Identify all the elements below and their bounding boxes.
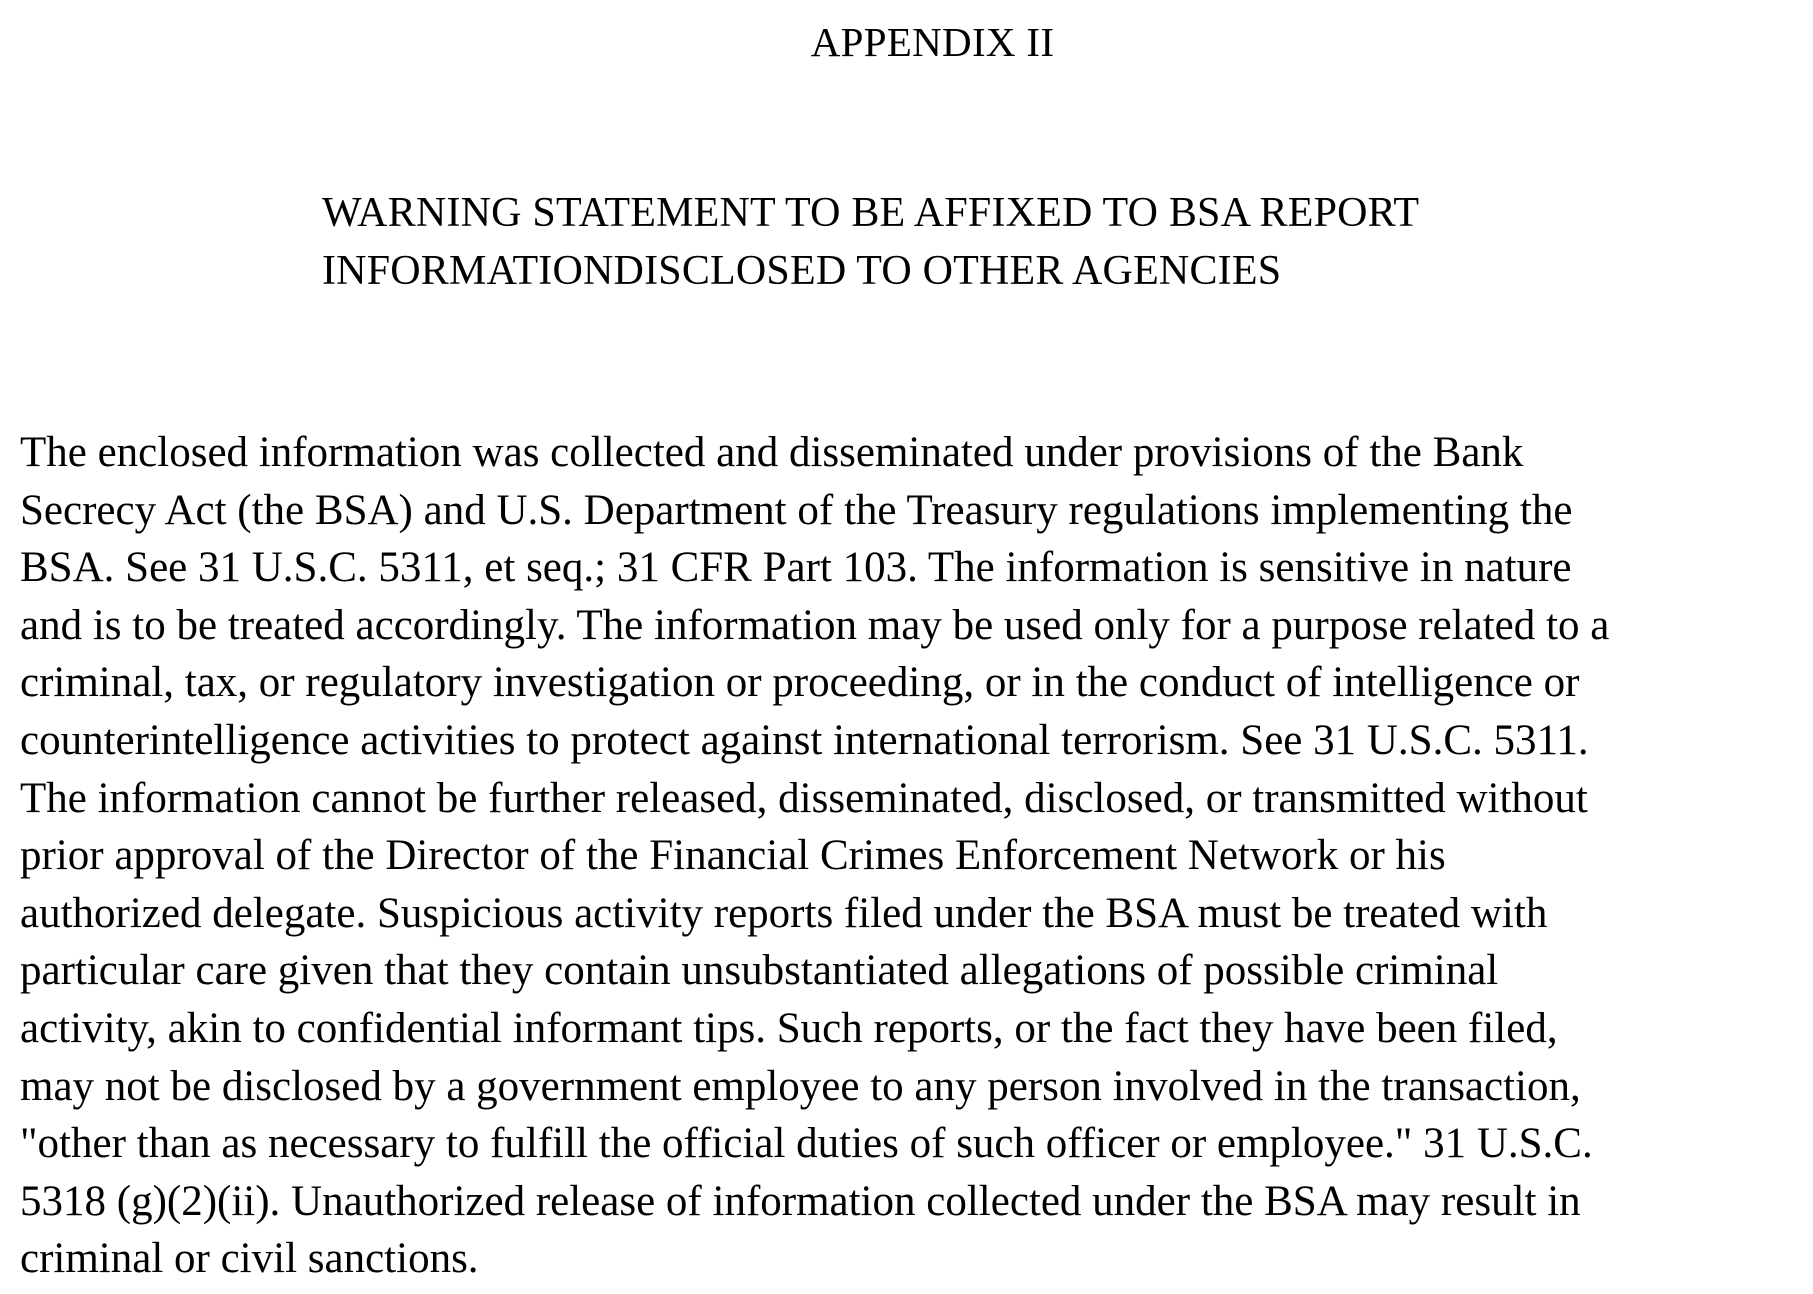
body-line: BSA. See 31 U.S.C. 5311, et seq.; 31 CFR Part 103. The information is sensitive in nature (20, 544, 1572, 592)
body-line: authorized delegate. Suspicious activity reports filed under the BSA must be treated with (20, 889, 1548, 937)
body-line: prior approval of the Director of the Financial Crimes Enforcement Network or his (20, 832, 1446, 880)
body-line: criminal, tax, or regulatory investigation or proceeding, or in the conduct of intelligence or (20, 659, 1580, 707)
body-line: The information cannot be further released, disseminated, disclosed, or transmitted without (20, 774, 1588, 822)
body-line: particular care given that they contain unsubstantiated allegations of possible criminal (20, 947, 1499, 995)
title-line: INFORMATIONDISCLOSED TO OTHER AGENCIES (322, 248, 1282, 294)
appendix-heading: APPENDIX II (810, 19, 1055, 65)
body-line: activity, akin to confidential informant tips. Such reports, or the fact they have been filed, (20, 1004, 1558, 1052)
body-line: 5318 (g)(2)(ii). Unauthorized release of information collected under the BSA may result in (20, 1177, 1581, 1225)
body-line: may not be disclosed by a government employee to any person involved in the transaction, (20, 1062, 1581, 1110)
title-line: WARNING STATEMENT TO BE AFFIXED TO BSA REPORT (322, 190, 1420, 236)
body-line: and is to be treated accordingly. The information may be used only for a purpose related to a (20, 601, 1610, 649)
body-line: The enclosed information was collected and disseminated under provisions of the Bank (20, 429, 1524, 476)
body-line: Secrecy Act (the BSA) and U.S. Department of the Treasury regulations implementing the (20, 486, 1573, 534)
body-line: counterintelligence activities to protect against international terrorism. See 31 U.S.C. 5311. (20, 716, 1589, 764)
warning-statement-title (322, 184, 1419, 300)
warning-statement-body (20, 424, 1805, 1288)
body-line: criminal or civil sanctions. (20, 1235, 479, 1283)
body-line: "other than as necessary to fulfill the official duties of such officer or employee." 31 U.S.C. (20, 1120, 1593, 1168)
